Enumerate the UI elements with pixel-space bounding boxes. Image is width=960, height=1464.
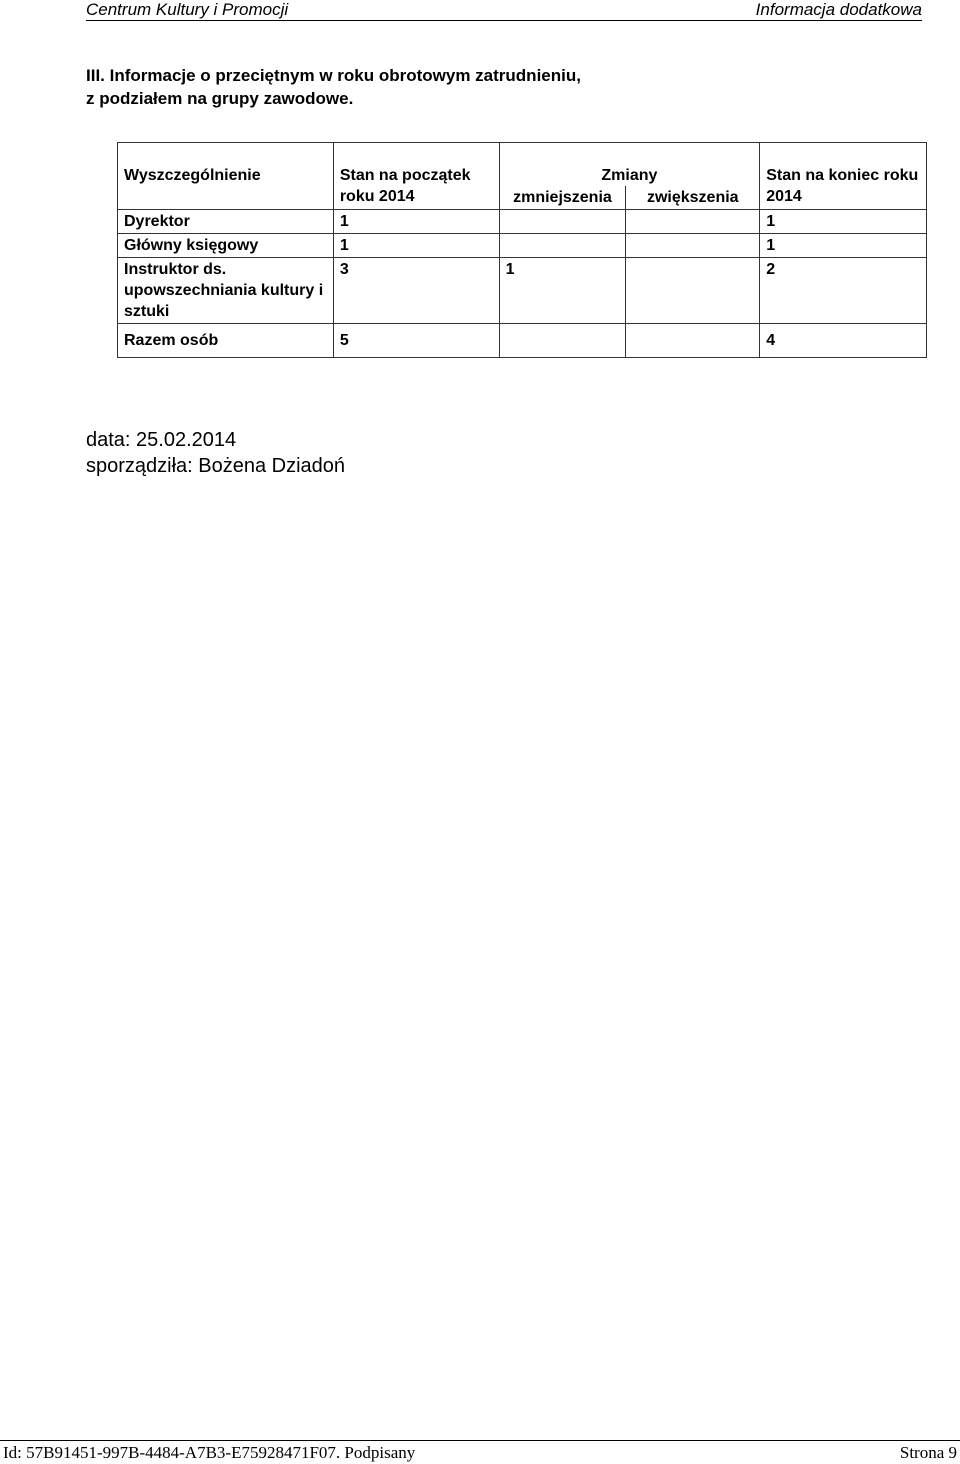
row-increase [626, 324, 760, 358]
document-author: sporządziła: Bożena Dziadoń [86, 455, 346, 477]
footer-page-number: Strona 9 [899, 1443, 957, 1462]
employment-table [117, 142, 927, 358]
row-decrease [499, 210, 626, 234]
row-name: Główny księgowy [118, 234, 334, 258]
table-row [118, 210, 927, 234]
table-total-row [118, 324, 927, 358]
row-increase [626, 210, 760, 234]
row-increase [626, 258, 760, 324]
header-section-title: Informacja dodatkowa [755, 0, 922, 19]
header-organization: Centrum Kultury i Promocji [86, 0, 289, 19]
row-decrease [499, 324, 626, 358]
section-heading-line2: z podziałem na grupy zawodowe. [86, 89, 354, 108]
row-decrease [499, 234, 626, 258]
row-name: Razem osób [118, 324, 334, 358]
document-meta [86, 427, 345, 479]
row-end: 2 [760, 258, 927, 324]
row-name: Dyrektor [118, 210, 334, 234]
table-row [118, 258, 927, 324]
header-changes: Zmiany [499, 143, 760, 187]
row-decrease: 1 [499, 258, 626, 324]
header-end-state: Stan na koniec roku 2014 [760, 143, 927, 210]
row-end: 4 [760, 324, 927, 358]
header-decrease: zmniejszenia [499, 186, 626, 210]
table-header-row [118, 143, 927, 187]
row-name: Instruktor ds. upowszechniania kultury i sztuki [118, 258, 334, 324]
row-end: 1 [760, 234, 927, 258]
row-start: 1 [333, 234, 499, 258]
row-end: 1 [760, 210, 927, 234]
table-row [118, 234, 927, 258]
row-start: 1 [333, 210, 499, 234]
footer-document-id: Id: 57B91451-997B-4484-A7B3-E75928471F07. Podpisany [3, 1443, 416, 1462]
section-heading [86, 64, 786, 110]
section-heading-line1: III. Informacje o przeciętnym w roku obrotowym zatrudnieniu, [86, 66, 581, 85]
header-increase: zwiększenia [626, 186, 760, 210]
document-date: data: 25.02.2014 [86, 429, 237, 451]
header-start-state: Stan na początek roku 2014 [333, 143, 499, 210]
row-increase [626, 234, 760, 258]
row-start: 5 [333, 324, 499, 358]
header-specification: Wyszczególnienie [118, 143, 334, 210]
page-footer [0, 1440, 960, 1464]
row-start: 3 [333, 258, 499, 324]
page-header [86, 0, 922, 21]
